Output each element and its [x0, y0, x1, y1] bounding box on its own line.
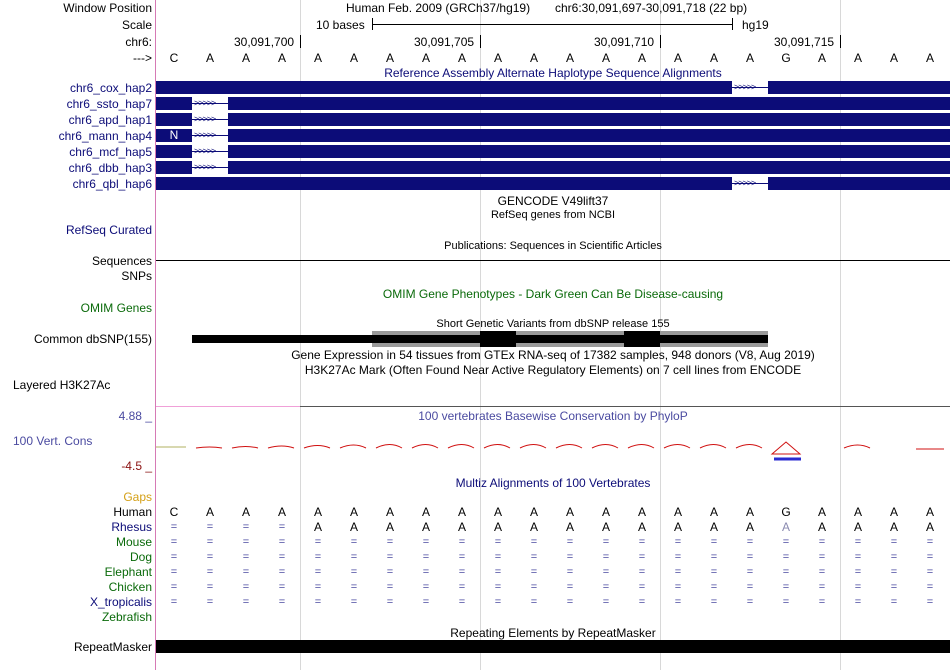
gap-marker: >>>>>	[194, 146, 216, 156]
alignment-base: =	[386, 551, 394, 563]
alignment-base: =	[530, 551, 538, 563]
base: A	[457, 51, 466, 65]
ruler-tick	[300, 35, 301, 48]
gap-marker: >>>>>	[734, 178, 756, 188]
refseq-title[interactable]: RefSeq genes from NCBI	[490, 209, 616, 221]
alignment-base: =	[890, 536, 898, 548]
alignment-base: =	[674, 551, 682, 563]
alignment-base: =	[494, 551, 502, 563]
alignment-base: =	[710, 581, 718, 593]
alignment-base: =	[170, 551, 178, 563]
alignment-base: =	[854, 551, 862, 563]
alignment-base: =	[638, 551, 646, 563]
alignment-base: =	[242, 521, 250, 533]
alignment-base: =	[170, 596, 178, 608]
ruler-tick	[840, 35, 841, 48]
alignment-base: =	[458, 551, 466, 563]
alignment-base: =	[926, 581, 934, 593]
hap-label-mann[interactable]: chr6_mann_hap4	[58, 129, 152, 143]
alignment-base: =	[566, 536, 574, 548]
alignment-base: A	[673, 505, 682, 519]
alignment-base: =	[242, 536, 250, 548]
window-position-label: Window Position	[63, 1, 152, 15]
base: A	[313, 51, 322, 65]
alignment-base: =	[566, 581, 574, 593]
alignment-base: =	[530, 581, 538, 593]
cons-title[interactable]: 100 vertebrates Basewise Conservation by PhyloP	[418, 409, 688, 423]
alignment-base: =	[458, 581, 466, 593]
alignment-base: =	[566, 596, 574, 608]
alignment-base: =	[854, 596, 862, 608]
base: A	[709, 51, 718, 65]
alignment-base: =	[782, 536, 790, 548]
alignment-base: A	[529, 520, 538, 534]
species-mouse[interactable]: Mouse	[115, 535, 152, 549]
base-sequence	[156, 51, 950, 65]
dbsnp-feature-bottom-highlight	[372, 343, 768, 347]
alignment-base: =	[170, 566, 178, 578]
sequences-line	[156, 260, 950, 261]
ruler-position-3: 30,091,710	[594, 35, 655, 49]
alignment-base: =	[674, 581, 682, 593]
alignment-base: A	[421, 520, 430, 534]
alignment-base: =	[242, 581, 250, 593]
alignment-base: =	[890, 596, 898, 608]
alignment-base: =	[818, 551, 826, 563]
alignment-base: =	[566, 551, 574, 563]
base: A	[925, 51, 934, 65]
alignment-base: =	[422, 596, 430, 608]
alignment-base: =	[674, 536, 682, 548]
base: A	[421, 51, 430, 65]
window-coordinates: chr6:30,091,697-30,091,718 (22 bp)	[555, 1, 748, 15]
alignment-base: =	[710, 596, 718, 608]
alignment-base: A	[673, 520, 682, 534]
alignment-base: =	[458, 596, 466, 608]
alignment-base: =	[386, 581, 394, 593]
species-chicken[interactable]: Chicken	[108, 580, 152, 594]
alignment-base: A	[205, 505, 214, 519]
base: A	[529, 51, 538, 65]
alignment-base: =	[638, 581, 646, 593]
snps-label[interactable]: SNPs	[121, 269, 152, 283]
scale-tick-right	[732, 18, 733, 30]
alignment-base: A	[817, 505, 826, 519]
alignment-base: A	[277, 505, 286, 519]
alignment-base: =	[422, 536, 430, 548]
hap-label-mcf[interactable]: chr6_mcf_hap5	[69, 145, 152, 159]
alignment-base: A	[781, 520, 790, 534]
repeatmasker-label[interactable]: RepeatMasker	[73, 640, 152, 654]
alignment-base: A	[313, 520, 322, 534]
alignment-base: =	[278, 596, 286, 608]
base: A	[241, 51, 250, 65]
alignment-base: =	[350, 551, 358, 563]
alignment-base: =	[494, 566, 502, 578]
alignment-base: A	[745, 505, 754, 519]
scale-ruler-text: 10 bases	[316, 18, 365, 32]
alignment-base: =	[278, 581, 286, 593]
alignment-base: =	[890, 566, 898, 578]
alignment-base: =	[674, 596, 682, 608]
hap-bar-mcf[interactable]	[156, 145, 950, 158]
alignment-base: A	[313, 505, 322, 519]
alignment-base: =	[854, 581, 862, 593]
alignment-base: A	[457, 505, 466, 519]
dbsnp-variant-block[interactable]	[624, 331, 660, 347]
hap-base-n: N	[169, 128, 179, 142]
alignment-base: =	[782, 581, 790, 593]
alignment-base: =	[278, 551, 286, 563]
alignment-base: A	[349, 505, 358, 519]
alignment-base: A	[601, 520, 610, 534]
sequences-label[interactable]: Sequences	[91, 254, 152, 268]
h3k27ac-label[interactable]: Layered H3K27Ac	[13, 378, 111, 392]
alignment-base: =	[782, 566, 790, 578]
alignment-base: =	[926, 596, 934, 608]
alignment-base: =	[782, 596, 790, 608]
base: A	[205, 51, 214, 65]
h3k27ac-title[interactable]: H3K27Ac Mark (Often Found Near Active Regulatory Elements) on 7 cell lines from ENCODE	[304, 363, 802, 377]
base: G	[781, 51, 791, 65]
alignment-base: =	[746, 581, 754, 593]
alignment-base: =	[206, 581, 214, 593]
alignment-base: =	[350, 596, 358, 608]
track-labels-panel	[0, 0, 156, 670]
cons-top-line	[300, 406, 950, 407]
alignment-base: =	[710, 566, 718, 578]
alignment-base: =	[530, 566, 538, 578]
alignment-base: =	[854, 536, 862, 548]
alignment-base: =	[206, 536, 214, 548]
dbsnp-feature-top-highlight	[372, 331, 768, 335]
alignment-base: =	[530, 596, 538, 608]
alignment-base: A	[853, 520, 862, 534]
track-image-panel[interactable]	[156, 0, 950, 670]
hap-bar-ssto[interactable]	[156, 97, 950, 110]
alignment-base: =	[458, 566, 466, 578]
ruler-position-4: 30,091,715	[774, 35, 835, 49]
alignment-base: A	[349, 520, 358, 534]
base: A	[565, 51, 574, 65]
alignment-base: A	[529, 505, 538, 519]
dbsnp-label[interactable]: Common dbSNP(155)	[33, 332, 152, 346]
hap-bar-dbb[interactable]	[156, 161, 950, 174]
alignment-base: =	[206, 596, 214, 608]
base: A	[745, 51, 754, 65]
species-zebrafish[interactable]: Zebrafish	[101, 610, 152, 624]
alignment-base: =	[314, 566, 322, 578]
alignment-base: A	[421, 505, 430, 519]
chrom-label: chr6:	[125, 35, 152, 49]
alignment-base: =	[566, 566, 574, 578]
cons-top-line-pink	[156, 406, 300, 407]
alignment-base: A	[889, 505, 898, 519]
gap-marker: >>>>>	[194, 98, 216, 108]
gaps-label[interactable]: Gaps	[123, 490, 152, 504]
alignment-base: =	[242, 566, 250, 578]
alignment-base: =	[494, 581, 502, 593]
alignment-base: =	[818, 566, 826, 578]
alignment-base: =	[206, 566, 214, 578]
base: A	[277, 51, 286, 65]
alignment-base: =	[890, 581, 898, 593]
alignment-base: =	[638, 566, 646, 578]
alignment-base: =	[170, 581, 178, 593]
alignment-base: =	[602, 581, 610, 593]
base: A	[673, 51, 682, 65]
alignment-base: A	[493, 520, 502, 534]
alignment-base: A	[637, 505, 646, 519]
alt-hap-title[interactable]: Reference Assembly Alternate Haplotype Sequence Alignments	[384, 66, 722, 80]
alignment-base: A	[385, 520, 394, 534]
alignment-base: =	[818, 536, 826, 548]
repeatmasker-bar[interactable]	[156, 640, 950, 653]
base: A	[493, 51, 502, 65]
alignment-base: =	[314, 581, 322, 593]
alignment-base: =	[890, 551, 898, 563]
base: A	[889, 51, 898, 65]
alignment-base: =	[494, 596, 502, 608]
alignment-base: A	[457, 520, 466, 534]
alignment-base: =	[206, 521, 214, 533]
gap-marker: >>>>>	[194, 114, 216, 124]
alignment-base: =	[710, 551, 718, 563]
alignment-base: G	[781, 505, 791, 519]
alignment-base: =	[242, 551, 250, 563]
hap-label-qbl[interactable]: chr6_qbl_hap6	[72, 177, 152, 191]
alignment-base: A	[889, 520, 898, 534]
alignment-base: A	[601, 505, 610, 519]
alignment-base: =	[278, 566, 286, 578]
alignment-base: =	[494, 536, 502, 548]
alignment-base: =	[746, 596, 754, 608]
alignment-base: =	[242, 596, 250, 608]
cons-label[interactable]: 100 Vert. Cons	[13, 434, 93, 448]
omim-title[interactable]: OMIM Gene Phenotypes - Dark Green Can Be Disease-causing	[382, 287, 724, 301]
alignment-base: =	[602, 551, 610, 563]
alignment-base: A	[637, 520, 646, 534]
cons-wiggle	[156, 430, 950, 466]
gap-marker: >>>>>	[194, 162, 216, 172]
base: A	[349, 51, 358, 65]
alignment-base: A	[385, 505, 394, 519]
alignment-base: A	[709, 520, 718, 534]
alignment-base: =	[206, 551, 214, 563]
alignment-base: =	[422, 551, 430, 563]
alignment-base: A	[817, 520, 826, 534]
gap-marker: >>>>>	[194, 130, 216, 140]
alignment-base: =	[638, 596, 646, 608]
hap-label-apd[interactable]: chr6_apd_hap1	[68, 113, 152, 127]
alignment-base: A	[565, 520, 574, 534]
alignment-base: =	[350, 581, 358, 593]
alignment-base: =	[314, 551, 322, 563]
alignment-base: =	[314, 536, 322, 548]
gencode-title[interactable]: GENCODE V49lift37	[497, 194, 609, 208]
ruler-tick	[660, 35, 661, 48]
alignment-base: =	[602, 536, 610, 548]
alignment-base: A	[493, 505, 502, 519]
scale-ruler-line	[372, 24, 732, 25]
alignment-base: A	[925, 520, 934, 534]
hap-bar-qbl[interactable]	[156, 177, 950, 190]
alignment-base: =	[314, 596, 322, 608]
publications-title[interactable]: Publications: Sequences in Scientific Articles	[444, 240, 662, 252]
dbsnp-variant-block[interactable]	[480, 331, 516, 347]
scale-assembly: hg19	[742, 18, 769, 32]
alignment-base: =	[854, 566, 862, 578]
alignment-base: =	[602, 596, 610, 608]
alignment-base: =	[350, 536, 358, 548]
cons-min-label: -4.5 _	[121, 459, 152, 473]
ruler-position-2: 30,091,705	[414, 35, 475, 49]
ruler-tick	[480, 35, 481, 48]
alignment-base: =	[674, 566, 682, 578]
alignment-base: =	[422, 581, 430, 593]
alignment-base: =	[422, 566, 430, 578]
alignment-base: =	[170, 521, 178, 533]
alignment-base: =	[602, 566, 610, 578]
assembly-title: Human Feb. 2009 (GRCh37/hg19)	[346, 1, 531, 15]
alignment-base: =	[350, 566, 358, 578]
multiz-title[interactable]: Multiz Alignments of 100 Vertebrates	[455, 476, 651, 490]
alignment-base: =	[746, 551, 754, 563]
hap-label-ssto[interactable]: chr6_ssto_hap7	[66, 97, 152, 111]
hap-bar-mann[interactable]	[156, 129, 950, 142]
scale-label: Scale	[121, 18, 152, 32]
hap-bar-cox[interactable]	[156, 81, 950, 94]
alignment-base: =	[386, 566, 394, 578]
alignment-base: =	[926, 566, 934, 578]
alignment-base: A	[925, 505, 934, 519]
alignment-base: =	[170, 536, 178, 548]
hap-bar-apd[interactable]	[156, 113, 950, 126]
omim-label[interactable]: OMIM Genes	[80, 301, 152, 315]
alignment-base: A	[745, 520, 754, 534]
alignment-base: =	[530, 536, 538, 548]
alignment-base: =	[782, 551, 790, 563]
alignment-base: A	[853, 505, 862, 519]
alignment-base: =	[638, 536, 646, 548]
alignment-base: =	[386, 536, 394, 548]
alignment-base: =	[278, 521, 286, 533]
base: A	[853, 51, 862, 65]
alignment-base: =	[746, 536, 754, 548]
alignment-base: =	[710, 536, 718, 548]
alignment-base: A	[241, 505, 250, 519]
alignment-base: =	[746, 566, 754, 578]
hap-label-cox[interactable]: chr6_cox_hap2	[69, 81, 152, 95]
species-xtropicalis[interactable]: X_tropicalis	[89, 595, 152, 609]
species-human[interactable]: Human	[113, 505, 152, 519]
refseq-label[interactable]: RefSeq Curated	[65, 223, 152, 237]
alignment-base: A	[565, 505, 574, 519]
base: A	[637, 51, 646, 65]
dbsnp-title[interactable]: Short Genetic Variants from dbSNP release 155	[436, 318, 670, 330]
alignment-base: =	[386, 596, 394, 608]
ruler-position-1: 30,091,700	[234, 35, 295, 49]
alignment-base: C	[169, 505, 179, 519]
alignment-base: =	[818, 581, 826, 593]
base: A	[385, 51, 394, 65]
alignment-base: =	[818, 596, 826, 608]
species-rhesus[interactable]: Rhesus	[111, 520, 152, 534]
repeatmasker-title[interactable]: Repeating Elements by RepeatMasker	[450, 626, 656, 640]
alignment-base: =	[458, 536, 466, 548]
alignment-base: =	[926, 551, 934, 563]
alignment-base: =	[278, 536, 286, 548]
base: C	[169, 51, 179, 65]
species-dog[interactable]: Dog	[129, 550, 152, 564]
direction-label: --->	[133, 51, 152, 65]
alignment-base: A	[709, 505, 718, 519]
base: A	[601, 51, 610, 65]
hap-label-dbb[interactable]: chr6_dbb_hap3	[68, 161, 152, 175]
gap-marker: >>>>>	[734, 82, 756, 92]
cons-max-label: 4.88 _	[118, 409, 152, 423]
species-elephant[interactable]: Elephant	[104, 565, 152, 579]
base: A	[817, 51, 826, 65]
gtex-title[interactable]: Gene Expression in 54 tissues from GTEx RNA-seq of 17382 samples, 948 donors (V8, Aug 2019)	[291, 348, 815, 362]
alignment-base: =	[926, 536, 934, 548]
